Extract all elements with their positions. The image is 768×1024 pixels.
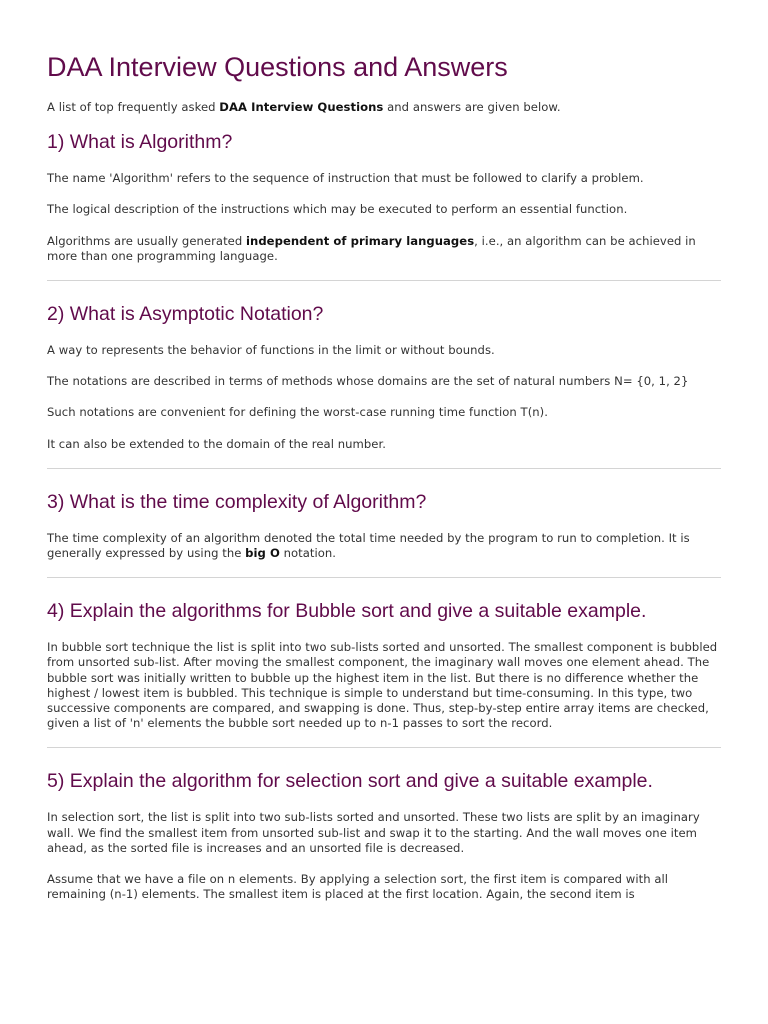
question-2-heading: 2) What is Asymptotic Notation?: [47, 303, 324, 326]
section-divider: [47, 747, 721, 748]
q1-p3-text-end: , i.e., an algorithm can be achieved in more than one programming language.: [47, 233, 696, 263]
section-divider: [47, 280, 721, 281]
q5-paragraph-1: In selection sort, the list is split into two sub-lists sorted and unsorted. These two lists are split by an imaginary wall. We find the smallest item from unsorted sub-list and swap it to the starting. And the wall moves one item ahead, as the sorted file is increases and an unsorted file is decreased.: [47, 810, 700, 855]
q1-p3-text: Algorithms are usually generated: [47, 233, 246, 248]
q1-p3-bold: independent of primary languages: [246, 233, 475, 248]
q1-paragraph-3: [47, 234, 721, 264]
intro-text: A list of top frequently asked: [47, 100, 220, 114]
page-title: DAA Interview Questions and Answers: [47, 52, 508, 82]
q3-p1-text-end: notation.: [279, 546, 337, 561]
q2-paragraph-4: It can also be extended to the domain of the real number.: [47, 436, 386, 451]
q1-paragraph-1: The name 'Algorithm' refers to the sequence of instruction that must be followed to clarify a problem.: [47, 171, 644, 186]
intro-bold: DAA Interview Questions: [219, 100, 384, 114]
q2-paragraph-1: A way to represents the behavior of functions in the limit or without bounds.: [47, 343, 495, 358]
question-1-heading: 1) What is Algorithm?: [47, 131, 233, 154]
q5-paragraph-2: Assume that we have a file on n elements. By applying a selection sort, the first item is compared with all remaining (n-1) elements. The smallest item is placed at the first location. Again, the second item is: [47, 872, 669, 902]
question-5-heading: 5) Explain the algorithm for selection sort and give a suitable example.: [47, 770, 653, 793]
question-3-heading: 3) What is the time complexity of Algorithm?: [47, 490, 427, 513]
intro-text-end: and answers are given below.: [383, 100, 561, 114]
intro-paragraph: [47, 100, 721, 115]
q3-p1-text: The time complexity of an algorithm denoted the total time needed by the program to run to completion. It is generally expressed by using the: [47, 530, 690, 561]
section-divider: [47, 468, 721, 469]
q1-paragraph-2: The logical description of the instructions which may be executed to perform an essential function.: [47, 202, 628, 217]
q3-p1-bold: big O: [245, 546, 280, 561]
q2-paragraph-2: The notations are described in terms of methods whose domains are the set of natural numbers N= {0, 1, 2}: [47, 374, 689, 389]
question-4-heading: 4) Explain the algorithms for Bubble sort and give a suitable example.: [47, 600, 647, 623]
q2-paragraph-3: Such notations are convenient for defining the worst-case running time function T(n).: [47, 405, 548, 420]
section-divider: [47, 577, 721, 578]
q4-paragraph-1: In bubble sort technique the list is split into two sub-lists sorted and unsorted. The smallest component is bubbled from unsorted sub-list. After moving the smallest component, the imaginary wall moves one element ahead. The bubble sort was initially written to bubble up the highest item in the list. But there is no difference whether the highest / lowest item is bubbled. This technique is simple to understand but time-consuming. In this type, two successive components are compared, and swapping is done. Thus, step-by-step entire array items are checked, given a list of 'n' elements the bubble sort needed up to n-1 passes to sort the record.: [47, 640, 718, 731]
q3-paragraph-1: [47, 531, 721, 561]
